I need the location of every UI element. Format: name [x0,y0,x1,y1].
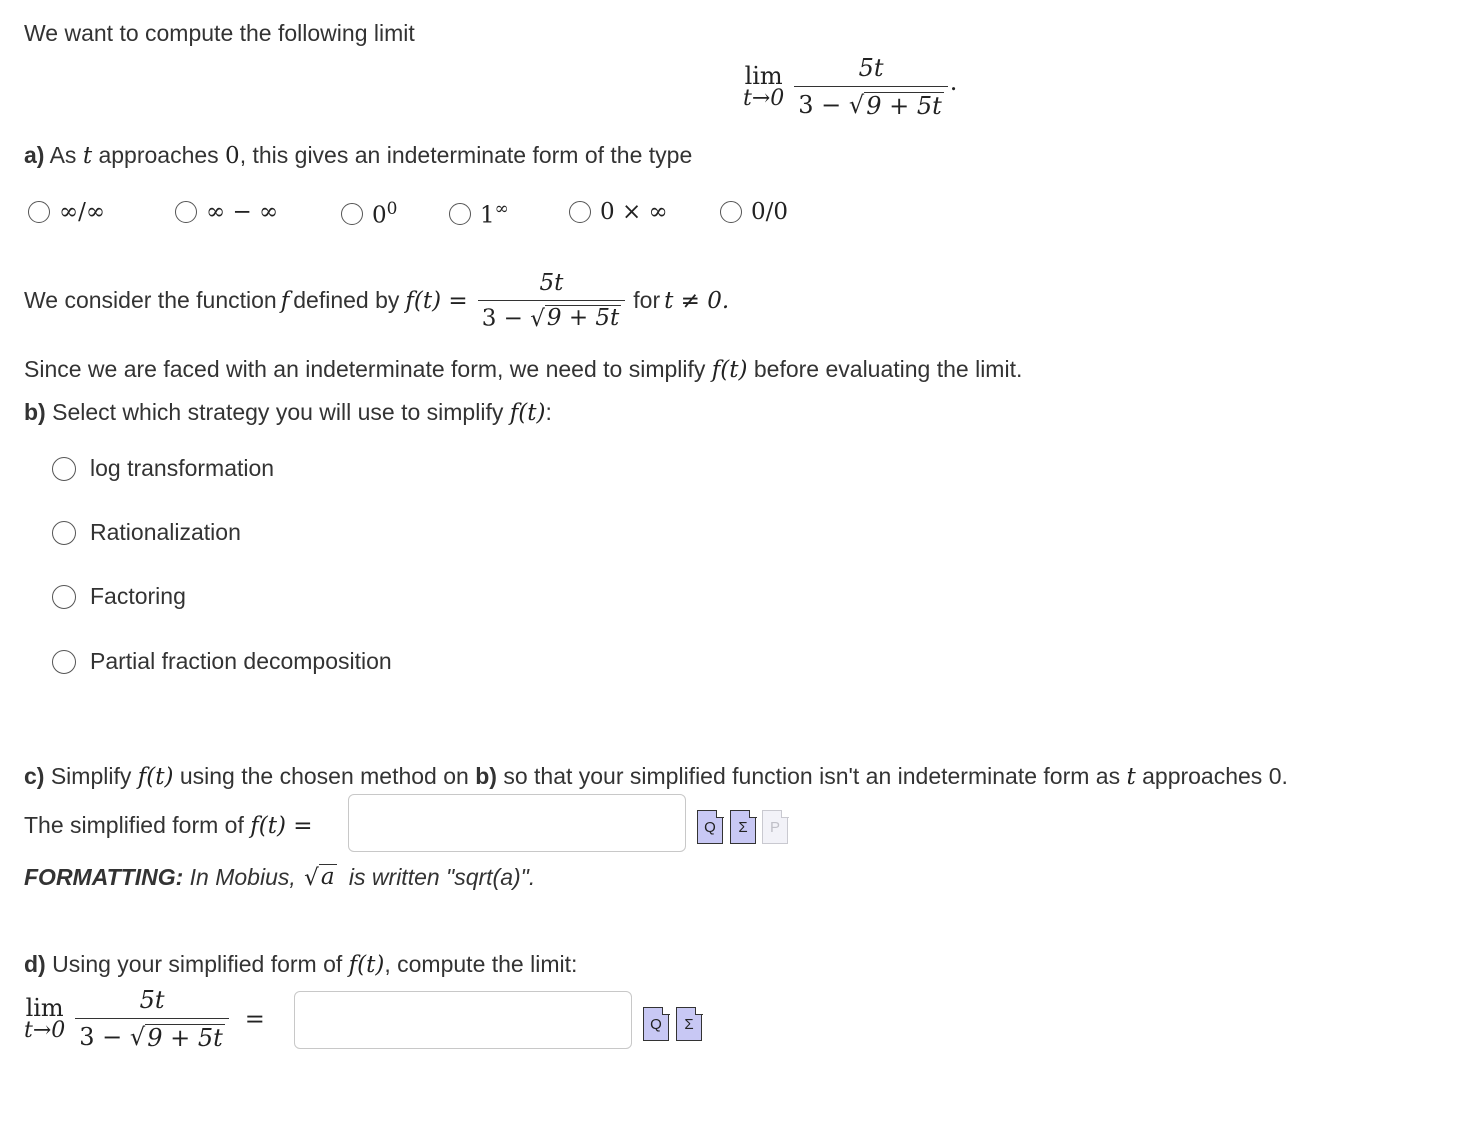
formatting-pre: In Mobius, [183,864,303,890]
answer-label-text: The simplified form of [24,812,251,838]
option-label: Rationalization [90,519,241,545]
plain-text-icon [762,810,788,844]
option-label: Factoring [90,583,186,609]
part-c-prompt [24,763,1288,790]
simplified-form-input[interactable] [348,794,686,852]
part-a-zero: 0 [225,143,240,169]
limit-lim: lim [744,62,783,91]
intro-text: We want to compute the following limit [24,20,415,46]
option-one-pow-inf[interactable] [449,199,509,229]
option-inf-minus-inf[interactable] [175,199,278,225]
preview-icon[interactable] [643,1007,669,1041]
limit-den-radicand: 9 + 5t [866,92,942,120]
function-for-text: for [633,287,661,314]
option-partial-fraction[interactable] [52,648,392,675]
part-c-t: t [1126,764,1136,790]
limit-subscript: t→0 [743,86,785,112]
equation-icon-glyph: Σ [684,1015,694,1033]
formatting-note: FORMATTING: In Mobius, √ a is written "sqrt(a)". [24,864,536,891]
answer-label-f: f(t) = [250,813,313,839]
limit-answer-input[interactable] [294,991,632,1049]
limit-fraction: 5t 3 − √ 9 + 5t [794,54,948,119]
option-label: Partial fraction decomposition [90,648,392,674]
part-d-fraction: 5t 3 − √ 9 + 5t [75,986,229,1051]
formatting-post: is written "sqrt(a)". [342,864,536,890]
radio-rationalization[interactable] [52,521,76,545]
part-a-text-pre: As [44,142,83,168]
part-c-pre: Simplify [44,763,138,789]
function-def-f: f [280,287,290,314]
equation-editor-icon[interactable] [730,810,756,844]
part-b-colon: : [545,399,552,425]
main-limit-expression [743,54,957,119]
plain-icon-glyph: P [769,818,780,836]
radio-inf-minus-inf[interactable] [175,201,197,223]
option-zero-over-zero[interactable] [720,199,788,225]
part-b-f: f(t) [509,400,546,426]
function-condition: t ≠ 0. [664,287,730,314]
part-d-den-left: 3 − [79,1023,130,1052]
function-def-lhs: f(t) = [405,287,468,314]
option-rationalization[interactable] [52,519,241,546]
part-d-limit-expression [24,986,265,1051]
option-label: ∞/∞ [59,199,106,225]
limit-subscript: t→0 [24,1018,66,1044]
radio-inf-over-inf[interactable] [28,201,50,223]
preview-icon[interactable] [697,810,723,844]
function-den-radicand: 9 + 5t [546,305,620,332]
part-d-post: , compute the limit: [384,951,578,977]
radio-partial-fraction[interactable] [52,650,76,674]
formatting-radicand: a [320,864,335,891]
function-def-text-mid: defined by [293,287,400,314]
since-text [24,356,1022,383]
part-d-prompt [24,951,577,978]
part-a-text-post: , this gives an indeterminate form of the type [239,142,693,168]
part-a-label: a) [24,142,45,168]
function-definition [24,270,729,332]
function-numerator: 5t [539,270,564,296]
part-c-f: f(t) [137,764,174,790]
part-a-prompt [24,142,692,169]
part-d-den-radicand: 9 + 5t [147,1024,223,1052]
since-text-pre: Since we are faced with an indeterminate form, we need to simplify [24,356,712,382]
option-inf-over-inf[interactable] [28,199,105,225]
option-label: ∞ − ∞ [206,199,279,225]
part-d-label: d) [24,951,46,977]
function-def-text-pre: We consider the function [24,287,277,314]
formatting-label: FORMATTING: [24,864,184,890]
part-b-label: b) [24,399,46,425]
part-d-equals: = [244,1004,265,1033]
part-d-pre: Using your simplified form of [45,951,349,977]
limit-den-left: 3 − [798,91,849,120]
option-zero-times-inf[interactable] [569,199,668,225]
since-text-post: before evaluating the limit. [747,356,1023,382]
since-text-f: f(t) [711,357,748,383]
part-a-text-mid: approaches [92,142,226,168]
radio-zero-over-zero[interactable] [720,201,742,223]
function-den-left: 3 − [481,305,531,332]
radio-zero-times-inf[interactable] [569,201,591,223]
part-c-mid: using the chosen method on [173,763,476,789]
part-c-post2: approaches 0. [1135,763,1288,789]
part-b-prompt [24,399,552,426]
option-zero-pow-zero[interactable] [341,199,397,229]
radio-log-transformation[interactable] [52,457,76,481]
equation-editor-icon[interactable] [676,1007,702,1041]
part-d-f: f(t) [348,952,385,978]
function-fraction: 5t 3 − √ 9 + 5t [478,270,626,332]
option-label: log transformation [90,455,275,481]
radio-one-pow-inf[interactable] [449,203,471,225]
option-exponent: 0 [386,199,398,219]
part-d-numerator: 5t [139,986,165,1014]
preview-icon-glyph: Q [704,818,716,836]
option-exponent: ∞ [494,199,509,219]
limit-numerator: 5t [858,54,884,82]
limit-period: . [949,67,958,96]
part-c-label: c) [24,763,45,789]
option-label: 0 × ∞ [600,199,668,225]
limit-lim: lim [25,994,64,1023]
option-log-transformation[interactable] [52,455,274,482]
option-label: 1 [480,202,495,229]
part-c-post: so that your simplified function isn't an indeterminate form as [496,763,1127,789]
part-a-var: t [82,143,93,169]
radio-factoring[interactable] [52,585,76,609]
option-label: 0/0 [751,199,789,225]
option-factoring[interactable] [52,583,186,610]
part-c-answer-label [24,812,313,839]
preview-icon-glyph: Q [650,1015,662,1033]
option-label: 0 [372,202,387,229]
radio-zero-pow-zero[interactable] [341,203,363,225]
part-b-text: Select which strategy you will use to simplify [45,399,510,425]
equation-icon-glyph: Σ [738,818,748,836]
part-c-b-ref: b) [475,763,497,789]
